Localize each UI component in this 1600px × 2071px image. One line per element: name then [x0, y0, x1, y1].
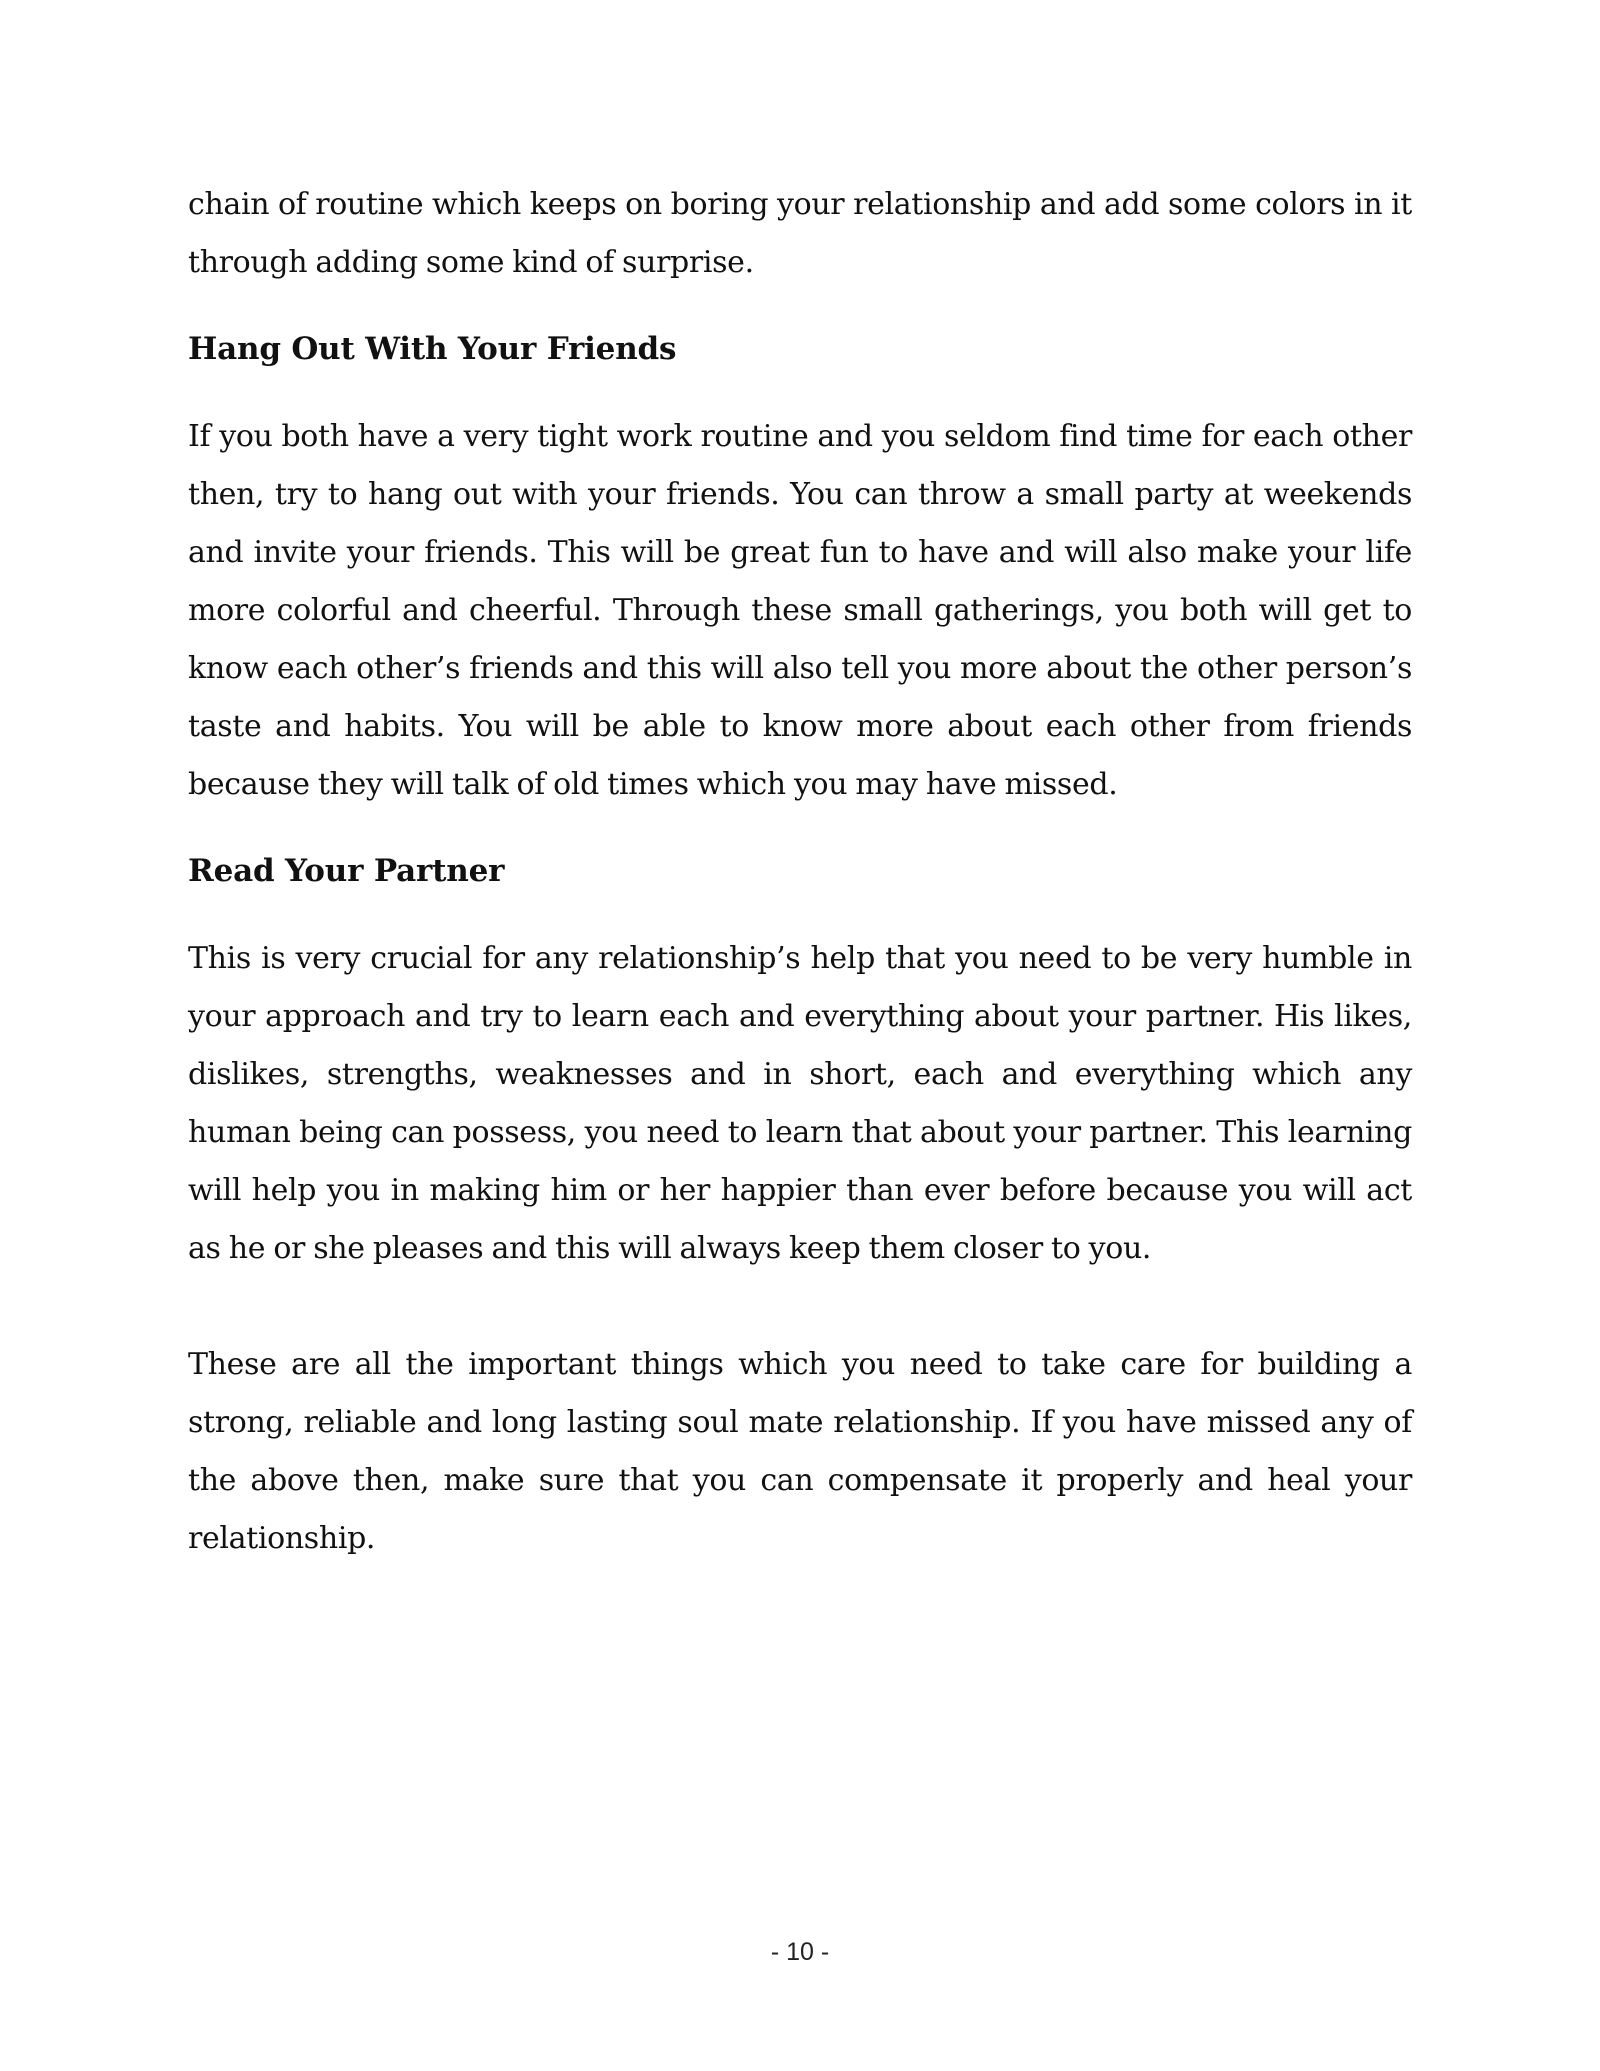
intro-paragraph: chain of routine which keeps on boring your relationship and add some colors in it through adding some kind of surprise.: [188, 187, 1412, 280]
section-body-read-partner: This is very crucial for any relationship’s help that you need to be very humble in your approach and try to learn each and everything about your partner. His likes, dislikes, strengths, weaknesses and in short, each and everything which any human being can possess, you need to learn that about your partner. This learning will help you in making him or her happier than ever before because you will act as he or she pleases and this will always keep them closer to you.: [188, 941, 1412, 1266]
page-number: - 10 -: [770, 1938, 830, 1966]
closing-paragraph: These are all the important things which you need to take care for building a strong, reliable and long lasting soul mate relationship. If you have missed any of the above then, make sure that you can compensate it properly and heal your relationship.: [188, 1347, 1412, 1556]
section-body-hang-out: If you both have a very tight work routine and you seldom find time for each other then, try to hang out with your friends. You can throw a small party at weekends and invite your friends. This will be great fun to have and will also make your life more colorful and cheerful. Through these small gatherings, you both will get to know each other’s friends and this will also tell you more about the other person’s taste and habits. You will be able to know more about each other from friends because they will talk of old times which you may have missed.: [188, 419, 1412, 802]
section-heading-hang-out: Hang Out With Your Friends: [188, 331, 677, 367]
document-page: [188, 176, 1412, 1568]
section-heading-read-partner: Read Your Partner: [188, 853, 505, 889]
